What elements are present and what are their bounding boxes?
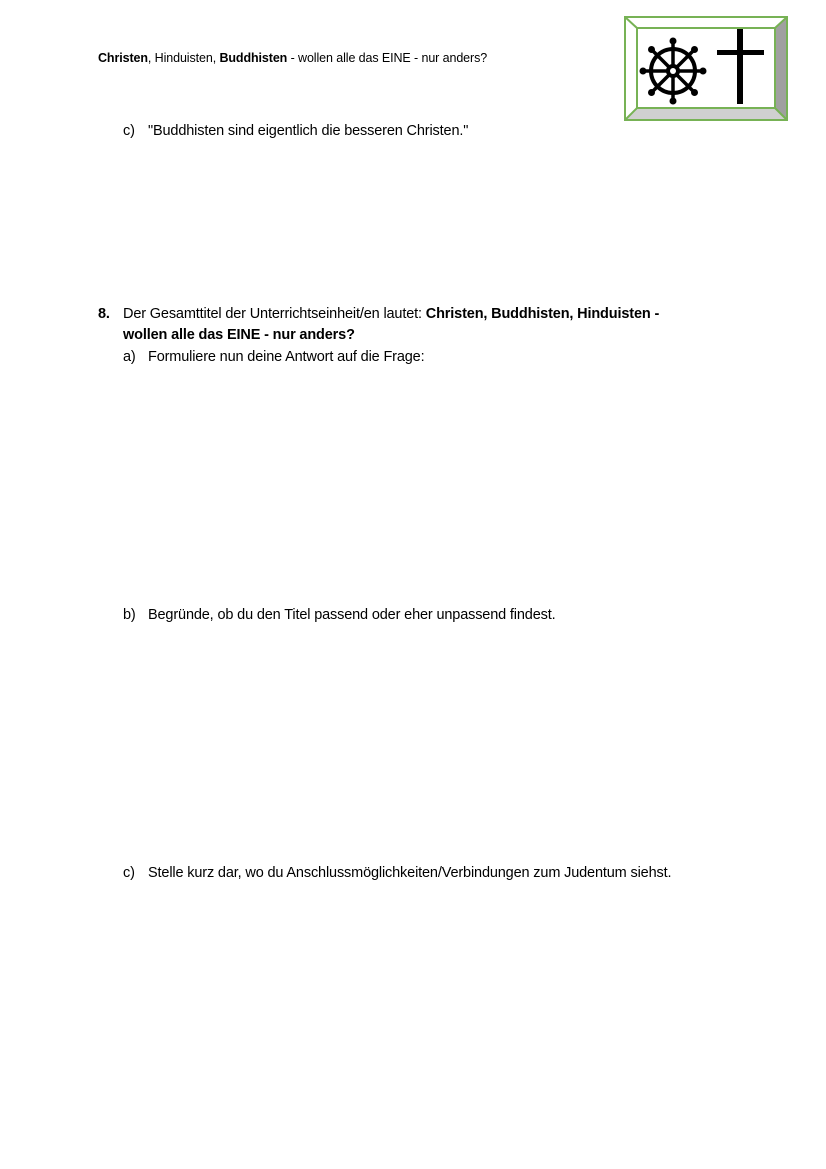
header-rest: - wollen alle das EINE - nur anders? bbox=[287, 51, 488, 65]
item-label: c) bbox=[123, 123, 135, 139]
item-text: Stelle kurz dar, wo du Anschlussmöglichkeiten/Verbindungen zum Judentum siehst. bbox=[148, 865, 672, 881]
question-intro: Der Gesamttitel der Unterrichtseinheit/en lautet: bbox=[123, 306, 426, 322]
item-label: c) bbox=[123, 865, 135, 881]
question-8a bbox=[123, 347, 424, 368]
item-label: b) bbox=[123, 607, 136, 623]
item-label: a) bbox=[123, 349, 136, 365]
dharma-wheel-icon bbox=[640, 38, 707, 105]
question-title-line1: Christen, Buddhisten, Hinduisten - bbox=[425, 306, 660, 322]
question-number: 8. bbox=[98, 306, 110, 322]
header-hinduisten: , Hinduisten, bbox=[147, 51, 220, 65]
item-text: Begründe, ob du den Titel passend oder eher unpassend findest. bbox=[148, 607, 556, 623]
question-title-line2: wollen alle das EINE - nur anders? bbox=[123, 327, 355, 343]
item-text: "Buddhisten sind eigentlich die besseren Christen." bbox=[148, 123, 469, 139]
question-8c bbox=[123, 863, 671, 884]
question-8b bbox=[123, 605, 555, 626]
prev-question-c bbox=[123, 121, 468, 142]
religion-logo-box bbox=[624, 16, 788, 121]
page-header bbox=[98, 51, 487, 65]
item-text: Formuliere nun deine Antwort auf die Frage: bbox=[148, 349, 425, 365]
header-buddhisten: Buddhisten bbox=[219, 51, 288, 65]
question-8-title-cont bbox=[123, 325, 355, 346]
header-christen: Christen bbox=[98, 51, 148, 65]
question-8 bbox=[98, 304, 659, 325]
